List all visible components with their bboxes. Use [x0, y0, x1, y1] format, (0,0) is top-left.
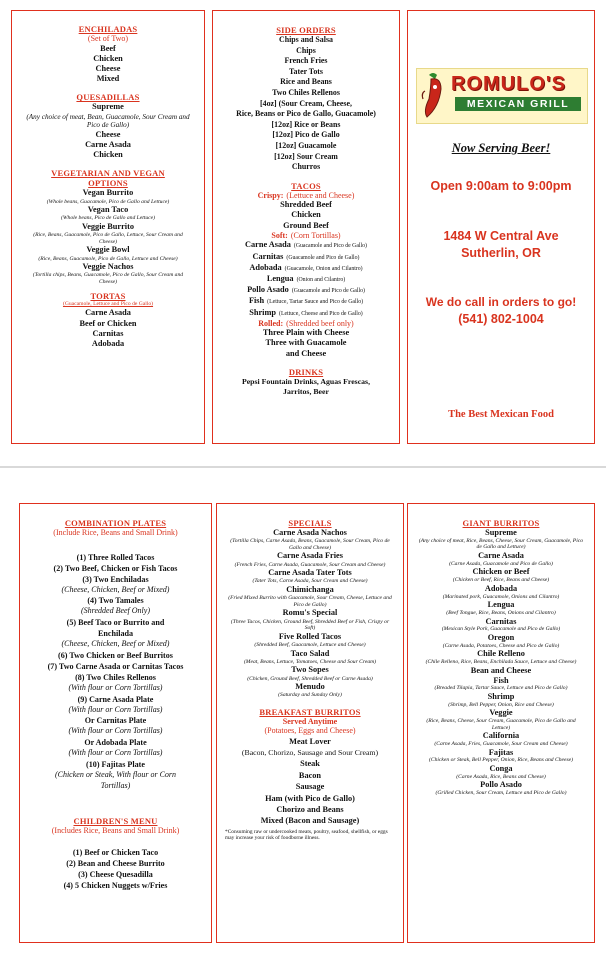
menu-item — [213, 296, 399, 307]
menu-item: Adobada — [484, 583, 518, 593]
panel-contact — [407, 10, 595, 444]
menu-item: Carnitas — [92, 328, 124, 338]
hours: Open 9:00am to 9:00pm — [430, 179, 572, 193]
menu-item: Oregon — [487, 632, 515, 642]
menu-item: Veggie Nachos — [82, 262, 134, 272]
item-description: (Whole beans, Guacamole, Pico de Gallo and Lettuce) — [46, 198, 170, 205]
item-description: (Chicken, Ground Beef, Shredded Beef or Carne Asada) — [247, 675, 373, 682]
item-description: (Chicken or Steak, With flour or Corn — [54, 770, 177, 780]
menu-item: Chips — [296, 45, 316, 55]
tagline: The Best Mexican Food — [448, 409, 554, 420]
chili-pepper-logo-icon — [419, 71, 449, 121]
menu-item: Enchilada — [97, 629, 134, 639]
menu-item: Chicken — [291, 210, 321, 220]
menu-item: (3) Two Enchiladas — [82, 574, 149, 584]
item-description: (Tater Tots, Carne Asada, Sour Cream and Cheese) — [252, 578, 368, 585]
menu-item: and Cheese — [285, 348, 327, 358]
menu-item: Churros — [291, 162, 321, 172]
spacer — [20, 792, 211, 816]
item-description: (French Fries, Carne Asada, Guacamole, Sour Cream and Cheese) — [234, 561, 386, 568]
menu-item — [213, 263, 399, 274]
item-description: (Saturday and Sunday Only) — [278, 692, 342, 699]
menu-item-name: Lengua — [266, 273, 294, 283]
item-description: (Grilled Chicken, Sour Cream, Lettuce and Pico de Gallo) — [435, 790, 567, 797]
sheet-divider — [0, 466, 606, 468]
menu-item: Three with Guacamole — [265, 338, 347, 348]
menu-item: Carne Asada — [85, 139, 131, 149]
menu-item: [4oz] (Sour Cream, Cheese, — [260, 98, 352, 108]
menu-item-name: Shrimp — [249, 307, 277, 317]
spacer — [213, 173, 399, 181]
item-description: (Breaded Tilapia, Tartar Sauce, Lettuce and Pico de Gallo) — [434, 685, 568, 692]
menu-item: Chorizo and Beans — [276, 804, 344, 814]
menu-item: Bacon — [298, 770, 322, 780]
menu-item — [213, 308, 399, 319]
menu-item: [12oz] Pico de Gallo — [272, 130, 340, 140]
item-description: (Fried Mixed Burrito with Guacamole, Sour Cream, Cheese, Lettuce and Pico de Gallo) — [228, 595, 392, 608]
section-title-childrens-menu: CHILDREN'S MENU — [73, 815, 158, 826]
section-subtitle: (Set of Two) — [87, 34, 129, 43]
menu-item: (2) Two Beef, Chicken or Fish Tacos — [53, 563, 178, 573]
menu-item: Steak — [300, 759, 320, 769]
menu-item: Chile Relleno — [477, 649, 525, 659]
item-description: (Onion and Cilantro) — [296, 276, 346, 283]
item-description: (Cheese, Chicken, Beef or Mixed) — [61, 584, 170, 594]
section-title-giant-burritos: GIANT BURRITOS — [462, 518, 540, 528]
menu-item: [12oz] Guacamole — [275, 140, 337, 150]
menu-item: (2) Bean and Cheese Burrito — [66, 859, 165, 869]
item-description: (With flour or Corn Tortillas) — [68, 682, 163, 692]
item-description: Tortillas) — [100, 780, 131, 790]
menu-item: Veggie Burrito — [81, 221, 134, 231]
soft-row — [213, 231, 399, 241]
item-description: (Any choice of meat, Bean, Guacamole, Sour Cream and Pico de Gallo) — [26, 112, 190, 130]
section-title-side-orders: SIDE ORDERS — [276, 25, 336, 35]
menu-item: (1) Three Rolled Tacos — [76, 552, 155, 562]
call-in-orders: We do call in orders to go! — [425, 295, 577, 309]
menu-item: Five Rolled Tacos — [278, 631, 342, 641]
now-serving-beer: Now Serving Beer! — [451, 141, 551, 155]
menu-item: (3) Cheese Quesadilla — [78, 870, 153, 880]
soft-label: Soft: — [271, 230, 288, 240]
item-description: (Bacon, Chorizo, Sausage and Sour Cream) — [241, 748, 379, 758]
section-title-quesadillas: QUESADILLAS — [76, 92, 140, 103]
phone-number: (541) 802-1004 — [458, 312, 544, 326]
section-title-tortas: TORTAS — [90, 291, 126, 302]
item-description: (Meat, Beans, Lettuce, Tomatoes, Cheese and Sour Cream) — [243, 658, 377, 665]
item-description: (Carne Asada, Guacamole and Pico de Gallo) — [449, 560, 553, 567]
section-title-specials: SPECIALS — [288, 518, 332, 528]
menu-item: Chicken or Beef — [472, 567, 530, 577]
item-description: (With flour or Corn Tortillas) — [68, 704, 163, 714]
address-line-2: Sutherlin, OR — [461, 246, 541, 260]
item-description: (Shredded Beef Only) — [80, 606, 150, 616]
menu-item: Mixed — [96, 74, 120, 84]
rolled-subtitle: (Shredded beef only) — [286, 318, 354, 328]
item-description: (Lettuce, Cheese and Pico de Gallo) — [279, 310, 363, 317]
menu-item: Pollo Asado — [480, 780, 522, 790]
menu-item: Menudo — [295, 682, 325, 692]
menu-item: French Fries — [284, 56, 328, 66]
spacer — [217, 699, 403, 707]
menu-item — [213, 285, 399, 296]
rolled-label: Rolled: — [258, 318, 284, 328]
item-description: (With flour or Corn Tortillas) — [68, 726, 163, 736]
menu-item-name: Carnitas — [252, 251, 284, 261]
menu-item: Supreme — [92, 102, 124, 112]
spacer — [213, 359, 399, 367]
menu-item-name: Carne Asada — [245, 240, 291, 250]
menu-item: Adobada — [91, 339, 125, 349]
item-description: (Rice, Beans, Guacamole, Pico de Gallo, Lettuce and Cheese) — [38, 255, 178, 262]
section-subtitle: Served Anytime — [282, 716, 338, 726]
menu-item: Mixed (Bacon and Sausage) — [260, 816, 360, 826]
item-description: (Whole beans, Pico de Gallo and Lettuce) — [61, 215, 155, 222]
menu-item: Romu's Special — [282, 608, 338, 618]
menu-item: Carne Asada Nachos — [273, 528, 347, 537]
menu-item: Shrimp — [487, 691, 515, 701]
panel-combination-plates — [19, 503, 212, 943]
section-subtitle: (Potatoes, Eggs and Cheese) — [264, 726, 356, 736]
menu-item-name: Fish — [248, 296, 265, 306]
menu-item: Carnitas — [485, 616, 517, 626]
soft-subtitle: (Corn Tortillas) — [290, 230, 341, 240]
menu-item: Chicken — [93, 150, 123, 160]
drinks-line: Jarritos, Beer — [283, 387, 329, 397]
section-title-enchiladas: ENCHILADAS — [78, 24, 138, 34]
menu-item: Cheese — [95, 129, 121, 139]
menu-item: Carne Asada — [85, 308, 131, 318]
menu-item: [12oz] Rice or Beans — [271, 119, 341, 129]
section-subtitle: (Guacamole, Lettuce and Pico de Gallo) — [62, 301, 154, 308]
section-title-breakfast-burritos: BREAKFAST BURRITOS — [259, 706, 361, 717]
menu-item: Ground Beef — [283, 220, 329, 230]
spacer — [20, 538, 211, 552]
item-description: (Three Tacos, Chicken, Ground Beef, Shredded Beef or Fish, Crispy or Soft) — [230, 618, 390, 632]
item-description: (Guacamole, Onion and Cilantro) — [284, 265, 363, 272]
menu-item: Shredded Beef — [280, 200, 332, 210]
menu-item: Carne Asada Tater Tots — [268, 568, 352, 578]
menu-item: Conga — [489, 764, 513, 774]
menu-item: Or Carnitas Plate — [84, 716, 147, 726]
item-description: (Shredded Beef, Guacamole, Lettuce and Cheese) — [254, 641, 366, 648]
menu-item: Two Sopes — [291, 665, 329, 675]
menu-item: (4) Two Tamales — [87, 596, 144, 606]
panel-enchiladas — [11, 10, 205, 444]
menu-item: Chips and Salsa — [279, 35, 333, 44]
section-title-combination-plates: COMBINATION PLATES — [64, 518, 167, 528]
menu-item: (5) Beef Taco or Burrito and — [66, 618, 165, 628]
menu-item: Tater Tots — [289, 66, 323, 76]
menu-item: Carne Asada — [478, 550, 524, 560]
spacer — [12, 84, 204, 92]
item-description: (Cheese, Chicken, Beef or Mixed) — [61, 639, 170, 649]
restaurant-logo — [416, 68, 588, 124]
menu-item: Carne Asada Fries — [277, 551, 343, 561]
drinks-line: Pepsi Fountain Drinks, Aguas Frescas, — [241, 376, 371, 386]
menu-item: [12oz] Sour Cream — [274, 151, 338, 161]
item-description: (Shrimp, Bell Pepper, Onion, Rice and Cheese) — [448, 701, 554, 708]
item-description: (With flour or Corn Tortillas) — [68, 748, 163, 758]
item-description: (Guacamole and Pico de Gallo) — [291, 288, 365, 295]
menu-item-name: Adobada — [249, 262, 282, 272]
menu-item: (8) Two Chiles Rellenos — [75, 672, 156, 682]
menu-item — [213, 252, 399, 263]
item-description: (Tortilla chips, Beans, Guacamole, Pico de Gallo, Sour Cream and Cheese) — [32, 272, 184, 285]
item-description: (Guacamole and Pico de Gallo) — [286, 254, 360, 261]
section-title-vegetarian: VEGETARIAN AND VEGAN — [51, 168, 165, 179]
item-description: (Carne Asada, Rice, Beans and Cheese) — [456, 773, 546, 780]
menu-item-name: Pollo Asado — [247, 285, 289, 295]
logo-subtitle: MEXICAN GRILL — [455, 97, 581, 111]
menu-item: (4) 5 Chicken Nuggets w/Fries — [63, 881, 168, 891]
menu-item — [213, 274, 399, 285]
menu-item: California — [482, 731, 520, 741]
menu-item: Fajitas — [488, 747, 514, 757]
section-title-drinks: DRINKS — [288, 366, 324, 377]
item-description: (Chicken or Beef, Rice, Beans and Cheese) — [452, 577, 550, 584]
panel-side-orders — [212, 10, 400, 444]
menu-item: Fish — [493, 675, 509, 685]
menu-item: (7) Two Carne Asada or Carnitas Tacos — [47, 661, 184, 671]
menu-item — [213, 240, 399, 251]
menu-item: Lengua — [487, 600, 515, 610]
menu-item: (1) Beef or Chicken Taco — [72, 848, 159, 858]
menu-item: Cheese — [95, 63, 121, 73]
menu-item: Chicken — [93, 53, 123, 63]
menu-item: Beef — [100, 43, 116, 53]
item-description: (Marinated pork, Guacamole, Onions and Cilantro) — [442, 593, 560, 600]
menu-item: Meat Lover — [289, 736, 331, 746]
menu-item: Chimichanga — [286, 584, 334, 594]
item-description: (Chicken or Steak, Bell Pepper, Onion, Rice, Beans and Cheese) — [429, 757, 573, 764]
menu-item: Veggie — [489, 708, 513, 718]
logo-title: ROMULO'S — [451, 73, 566, 95]
crispy-row — [213, 191, 399, 201]
address-line-1: 1484 W Central Ave — [443, 229, 559, 243]
menu-item: Supreme — [485, 528, 517, 537]
spacer — [12, 160, 204, 168]
menu-item: Veggie Bowl — [86, 245, 130, 255]
item-description: (Lettuce, Tartar Sauce and Pico de Gallo) — [267, 299, 364, 306]
menu-item: Two Chiles Rellenos — [272, 87, 340, 97]
menu-item: Beef or Chicken — [79, 318, 137, 328]
menu-item: Rice and Beans — [280, 77, 332, 87]
menu-item: (10) Fajitas Plate — [86, 760, 145, 770]
menu-item: Ham (with Pico de Gallo) — [265, 793, 355, 803]
menu-item: (6) Two Chicken or Beef Burritos — [58, 650, 173, 660]
menu-item: Vegan Taco — [87, 205, 129, 215]
section-title-tacos: TACOS — [291, 180, 321, 191]
crispy-subtitle: (Lettuce and Cheese) — [286, 190, 355, 200]
item-description: (Rice, Beans, Guacamole, Pico de Gallo, Lettuce, Sour Cream and Cheese) — [33, 232, 183, 245]
section-title-vegetarian-2: OPTIONS — [88, 178, 128, 189]
item-description: (Carne Asada, Fries, Guacamole, Sour Cream and Cheese) — [434, 741, 568, 748]
menu-item: Sausage — [295, 782, 325, 792]
menu-item: Bean and Cheese — [470, 665, 532, 675]
item-description: (Mexican Style Pork, Guacamole and Pico de Gallo) — [441, 626, 561, 633]
panel-giant-burritos — [407, 503, 595, 943]
menu-item: (9) Carne Asada Plate — [77, 694, 154, 704]
item-description: (Chile Relleno, Rice, Beans, Enchilada Sauce, Lettuce and Cheese) — [425, 659, 577, 666]
item-description: (Carne Asada, Potatoes, Cheese and Pico de Gallo) — [442, 642, 560, 649]
section-subtitle: (Includes Rice, Beans and Small Drink) — [51, 825, 180, 835]
item-description: (Guacamole and Pico de Gallo) — [293, 243, 367, 250]
spacer — [20, 835, 211, 847]
item-description: (Tortilla Chips, Carne Asada, Beans, Guacamole, Sour Cream, Pico de Gallo and Cheese) — [230, 538, 390, 551]
menu-item: Or Adobada Plate — [84, 738, 147, 748]
menu-item: Three Plain with Cheese — [262, 328, 350, 338]
panel-specials — [216, 503, 404, 943]
menu-item: Vegan Burrito — [82, 188, 134, 198]
item-description: (Any choice of meat, Rice, Beans, Cheese, Sour Cream, Guacamole, Pico de Gallo and Lettuce) — [418, 537, 584, 551]
item-description: (Beef Tongue, Rice, Beans, Onions and Cilantro) — [446, 609, 556, 616]
crispy-label: Crispy: — [257, 190, 284, 200]
menu-item: Taco Salad — [290, 648, 330, 658]
section-subtitle: (Include Rice, Beans and Small Drink) — [53, 528, 178, 537]
item-description: (Rice, Beans, Cheese, Sour Cream, Guacamole, Pico de Gallo and Lettuce) — [426, 718, 576, 731]
rolled-row — [213, 319, 399, 329]
food-safety-note: *Consuming raw or undercooked meats, poultry, seafood, shellfish, or eggs may increase your risk of foodborne illness. — [225, 828, 388, 842]
menu-item: Rice, Beans or Pico de Gallo, Guacamole) — [236, 109, 376, 119]
